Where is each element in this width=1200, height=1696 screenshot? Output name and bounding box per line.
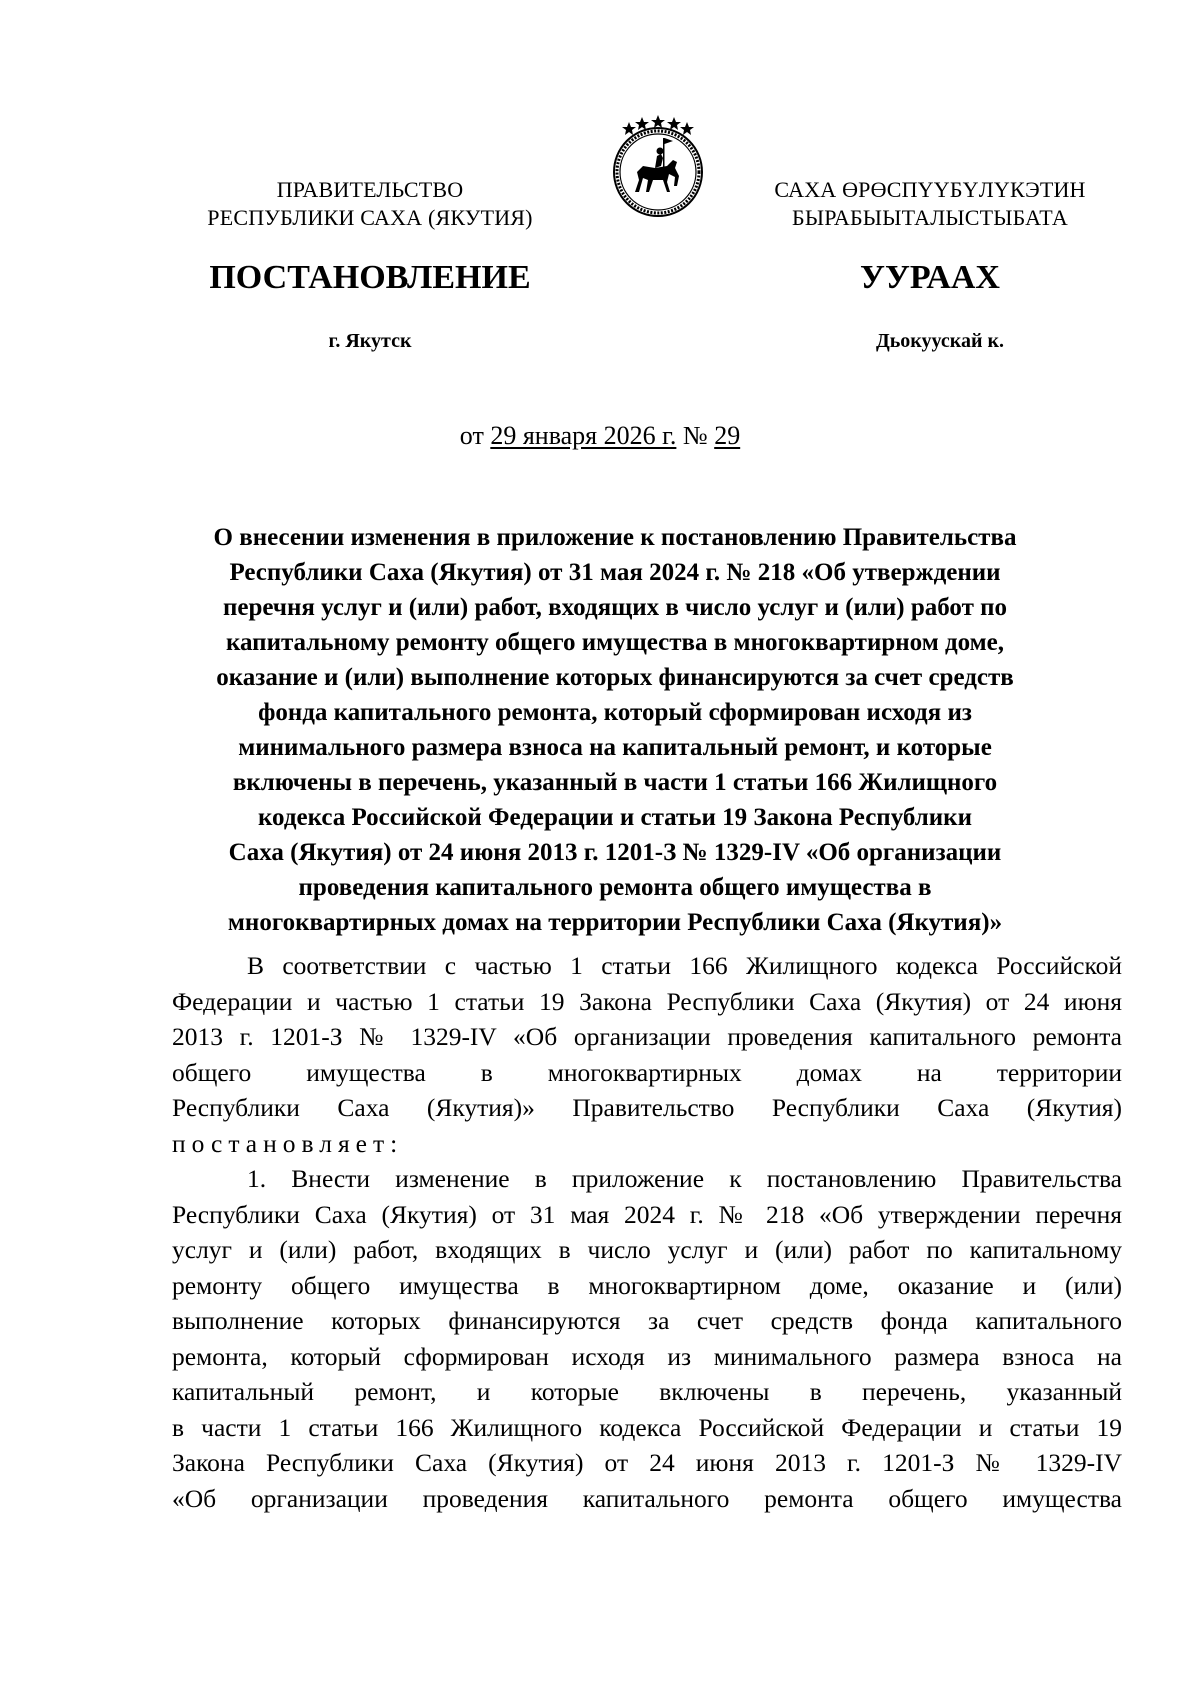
doc-type-sakha: УУРААХ [860, 259, 1000, 296]
date-number-line [0, 420, 1200, 452]
preamble-paragraph [172, 948, 1122, 1161]
document-title [150, 520, 1080, 940]
preamble-line: общего имущества в многоквартирных домах на территории [172, 1057, 1122, 1087]
document-body [172, 948, 1122, 1516]
title-line: О внесении изменения в приложение к постановлению Правительства [213, 524, 1017, 551]
date-prefix: от [459, 421, 484, 450]
title-line: проведения капитального ремонта общего имущества в [298, 874, 932, 901]
org-name-russian-line1: ПРАВИТЕЛЬСТВО [276, 177, 464, 202]
title-line: кодекса Российской Федерации и статьи 19 Закона Республики [257, 804, 972, 831]
preamble-line: Республики Саха (Якутия)» Правительство Республики Саха (Якутия) [172, 1093, 1122, 1122]
preamble-line: В соответствии с частью 1 статьи 166 Жилищного кодекса Российской [247, 951, 1122, 980]
title-line: включены в перечень, указанный в части 1 статьи 166 Жилищного [232, 769, 998, 796]
doc-type-russian: ПОСТАНОВЛЕНИЕ [209, 259, 531, 296]
item-1-line: услуг и (или) работ, входящих в число услуг и (или) работ по капитальному [172, 1235, 1122, 1264]
title-line: Республики Саха (Якутия) от 31 мая 2024 г. № 218 «Об утверждении [229, 559, 1001, 586]
org-name-sakha [740, 176, 1120, 232]
title-line: фонда капитального ремонта, который сформирован исходя из [258, 699, 972, 726]
org-name-russian [170, 176, 570, 232]
number-sign: № [682, 421, 708, 450]
coat-of-arms-emblem [597, 110, 719, 220]
item-1-line: ремонту общего имущества в многоквартирном доме, оказание и (или) [172, 1270, 1122, 1300]
preamble-line: 2013 г. 1201-З № 1329-IV «Об организации проведения капитального ремонта [172, 1022, 1122, 1051]
item-1-line: «Об организации проведения капитального ремонта общего имущества [172, 1483, 1122, 1513]
title-line: минимального размера взноса на капитальный ремонт, и которые [238, 734, 992, 761]
title-line: Саха (Якутия) от 24 июня 2013 г. 1201-З № 1329-IV «Об организации [228, 839, 1002, 866]
item-1-line: выполнение которых финансируются за счет средств фонда капитального [172, 1306, 1122, 1335]
item-1-line: 1. Внести изменение в приложение к постановлению Правительства [247, 1164, 1122, 1193]
document-number: 29 [714, 421, 741, 450]
title-line: перечня услуг и (или) работ, входящих в число услуг и (или) работ по [222, 594, 1008, 621]
item-1-line: капитальный ремонт, и которые включены в перечень, указанный [172, 1377, 1122, 1406]
org-name-sakha-line2: БЫРАБЫЫТАЛЫСТЫБАТА [792, 205, 1068, 230]
document-date: 29 января 2026 г. [490, 421, 677, 450]
item-1-line: Закона Республики Саха (Якутия) от 24 июня 2013 г. 1201-З № 1329-IV [172, 1448, 1122, 1477]
city-sakha: Дьокуускай к. [875, 330, 1005, 352]
city-russian: г. Якутск [328, 330, 412, 352]
title-line: оказание и (или) выполнение которых финансируются за счет средств [216, 664, 1014, 691]
item-1-line: ремонта, который сформирован исходя из минимального размера взноса на [172, 1341, 1122, 1371]
org-name-sakha-line1: САХА ӨРӨСПҮҮБҮЛҮКЭТИН [774, 177, 1086, 202]
item-1-line: в части 1 статьи 166 Жилищного кодекса Российской Федерации и статьи 19 [172, 1412, 1122, 1442]
preamble-line: Федерации и частью 1 статьи 19 Закона Республики Саха (Якутия) от 24 июня [172, 986, 1122, 1016]
title-line: многоквартирных домах на территории Республики Саха (Якутия)» [227, 909, 1003, 936]
org-name-russian-line2: РЕСПУБЛИКИ САХА (ЯКУТИЯ) [207, 205, 533, 230]
item-1-line: Республики Саха (Якутия) от 31 мая 2024 г. № 218 «Об утверждении перечня [172, 1199, 1122, 1229]
resolves-word: постановляет: [172, 1128, 404, 1158]
title-line: капитальному ремонту общего имущества в многоквартирном доме, [225, 629, 1005, 656]
item-1-paragraph [172, 1161, 1122, 1516]
